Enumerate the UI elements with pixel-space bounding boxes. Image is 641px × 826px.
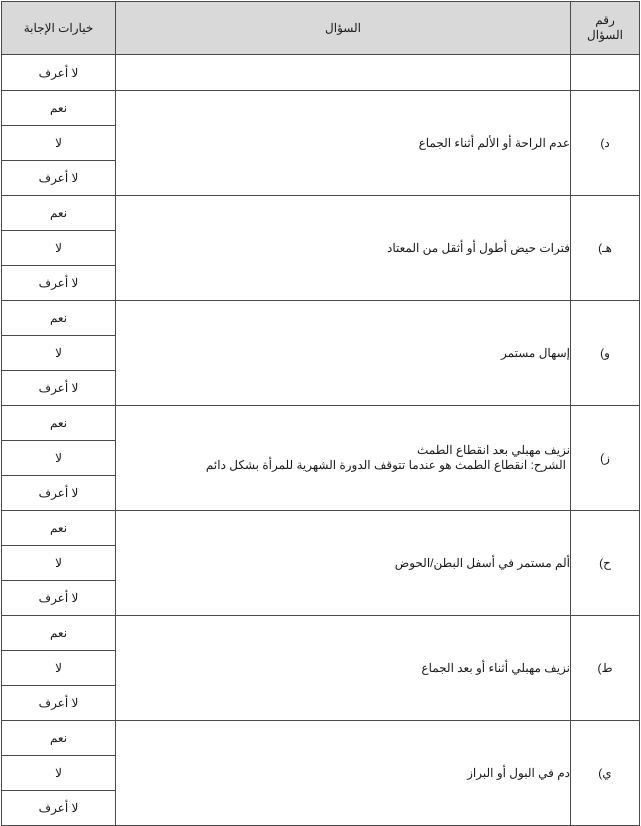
question-number: ح): [571, 511, 640, 616]
symptom-questionnaire-table: [1, 1, 640, 826]
question-text: فترات حيض أطول أو أثقل من المعتاد: [386, 240, 570, 255]
question-cell: [116, 301, 571, 406]
header-question-number: [571, 2, 640, 55]
answer-option-yes[interactable]: نعم: [2, 406, 116, 441]
answer-option-yes[interactable]: نعم: [2, 301, 116, 336]
question-cell: [116, 721, 571, 826]
question-text: ألم مستمر في أسفل البطن/الحوض: [394, 555, 570, 570]
question-cell: [116, 91, 571, 196]
table-row: [2, 511, 640, 546]
table-row: [2, 721, 640, 756]
blank-question-cell: [116, 55, 571, 91]
answer-option-dont-know[interactable]: لا أعرف: [2, 476, 116, 511]
question-cell: [116, 511, 571, 616]
header-question: السؤال: [116, 2, 571, 55]
answer-option-no[interactable]: لا: [2, 126, 116, 161]
blank-number-cell: [571, 55, 640, 91]
question-cell: [116, 616, 571, 721]
table-row-blank: [2, 55, 640, 91]
answer-option-dont-know[interactable]: لا أعرف: [2, 55, 116, 91]
answer-option-no[interactable]: لا: [2, 651, 116, 686]
table-row: [2, 91, 640, 126]
question-number: و): [571, 301, 640, 406]
header-number-line2: السؤال: [587, 28, 623, 42]
question-text: نزيف مهبلي أثناء أو بعد الجماع: [421, 660, 570, 675]
question-cell: [116, 406, 571, 511]
answer-option-no[interactable]: لا: [2, 231, 116, 266]
header-row: [2, 2, 640, 55]
question-text: إسهال مستمر: [501, 345, 570, 360]
question-text: دم في البول أو البراز: [467, 765, 570, 780]
question-number: ط): [571, 616, 640, 721]
answer-option-dont-know[interactable]: لا أعرف: [2, 161, 116, 196]
question-number: ي): [571, 721, 640, 826]
question-text: نزيف مهبلي بعد انقطاع الطمث: [417, 443, 570, 457]
answer-option-yes[interactable]: نعم: [2, 616, 116, 651]
question-text: عدم الراحة أو الألم أثناء الجماع: [418, 135, 570, 150]
question-number: د): [571, 91, 640, 196]
answer-option-no[interactable]: لا: [2, 441, 116, 476]
answer-option-yes[interactable]: نعم: [2, 721, 116, 756]
header-answer-options: خيارات الإجابة: [2, 2, 116, 55]
answer-option-dont-know[interactable]: لا أعرف: [2, 791, 116, 826]
table-row: [2, 301, 640, 336]
question-number: هـ): [571, 196, 640, 301]
answer-option-yes[interactable]: نعم: [2, 196, 116, 231]
answer-option-no[interactable]: لا: [2, 756, 116, 791]
answer-option-no[interactable]: لا: [2, 336, 116, 371]
answer-option-yes[interactable]: نعم: [2, 511, 116, 546]
table-row: [2, 196, 640, 231]
question-explanation: الشرح: انقطاع الطمث هو عندما تتوقف الدورة الشهرية للمرأة بشكل دائم: [205, 458, 566, 472]
answer-option-dont-know[interactable]: لا أعرف: [2, 371, 116, 406]
question-number: ز): [571, 406, 640, 511]
question-cell: [116, 196, 571, 301]
table-row: [2, 406, 640, 441]
table-body: [2, 55, 640, 826]
header-number-line1: رقم: [595, 13, 615, 27]
answer-option-dont-know[interactable]: لا أعرف: [2, 581, 116, 616]
answer-option-no[interactable]: لا: [2, 546, 116, 581]
table-row: [2, 616, 640, 651]
answer-option-dont-know[interactable]: لا أعرف: [2, 266, 116, 301]
answer-option-dont-know[interactable]: لا أعرف: [2, 686, 116, 721]
answer-option-yes[interactable]: نعم: [2, 91, 116, 126]
